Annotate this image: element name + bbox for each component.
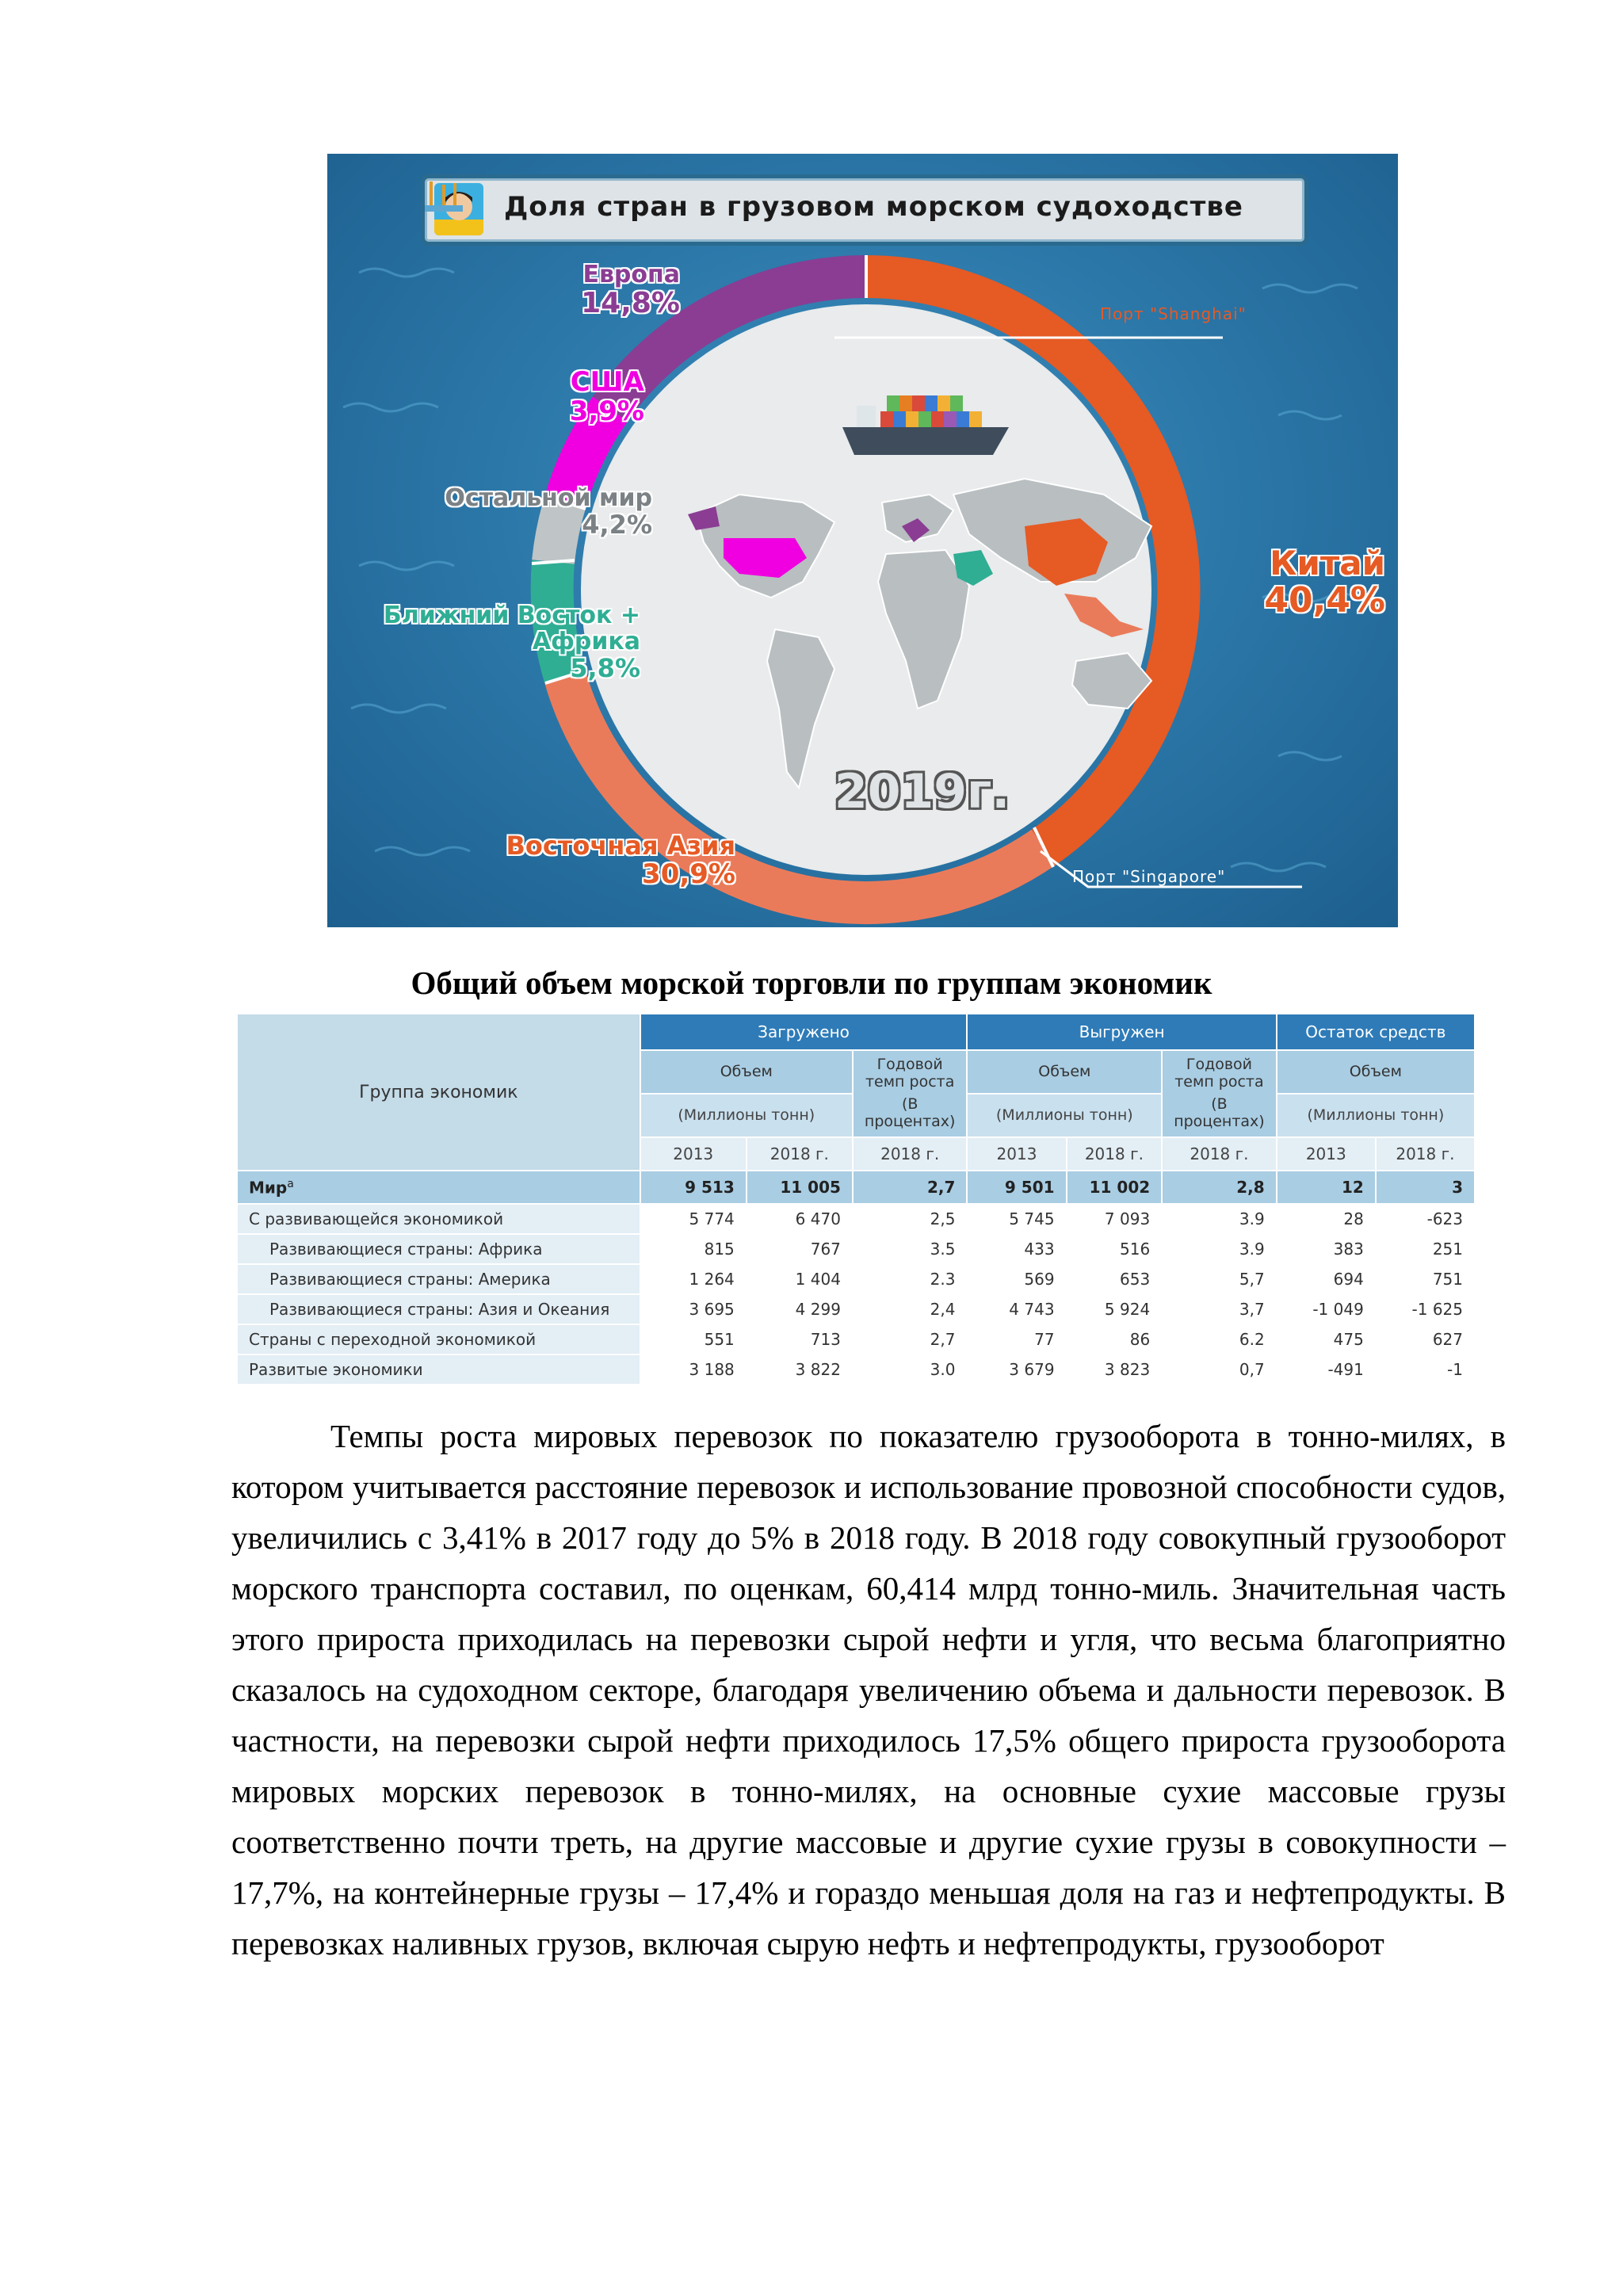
row-name: Мир$^а$	[237, 1171, 640, 1204]
header-growth	[853, 1050, 968, 1137]
cell-value: 3 679	[967, 1354, 1066, 1385]
cell-value: 1 264	[640, 1264, 747, 1294]
cell-value: 6.2	[1162, 1324, 1277, 1354]
cell-value: 3 188	[640, 1354, 747, 1385]
cell-value: 767	[747, 1234, 853, 1264]
header-volume: Объем	[1277, 1050, 1475, 1094]
header-unit: (Миллионы тонн)	[967, 1094, 1162, 1137]
infographic-title-bar	[421, 174, 1308, 246]
row-name: Развивающиеся страны: Африка	[237, 1234, 640, 1264]
table-row	[237, 1294, 1475, 1324]
cell-value: 3.9	[1162, 1234, 1277, 1264]
header-balance: Остаток средств	[1277, 1014, 1475, 1050]
cell-value: 7 093	[1067, 1204, 1163, 1234]
cell-value: -1	[1376, 1354, 1475, 1385]
cell-value: 653	[1067, 1264, 1163, 1294]
cell-value: 3.0	[853, 1354, 968, 1385]
cell-value: 3 823	[1067, 1354, 1163, 1385]
header-growth-label: Годовой темп роста	[1174, 1056, 1264, 1091]
header-loaded: Загружено	[640, 1014, 968, 1050]
cell-value: 9 501	[967, 1171, 1066, 1204]
row-name: Развивающиеся страны: Азия и Океания	[237, 1294, 640, 1324]
header-growth	[1162, 1050, 1277, 1137]
header-year: 2018 г.	[1067, 1137, 1163, 1171]
label-east-asia: Восточная Азия 30,9%	[506, 831, 735, 891]
header-year: 2018 г.	[747, 1137, 853, 1171]
label-rest-of-world: Остальной мир 4,2%	[445, 484, 652, 540]
cell-value: 5 774	[640, 1204, 747, 1234]
cell-value: 0,7	[1162, 1354, 1277, 1385]
header-group: Группа экономик	[237, 1014, 640, 1171]
cell-value: 713	[747, 1324, 853, 1354]
infographic	[327, 154, 1398, 927]
row-name: Страны с переходной экономикой	[237, 1324, 640, 1354]
table-row	[237, 1354, 1475, 1385]
cell-value: 9 513	[640, 1171, 747, 1204]
year-label: 2019г.	[834, 764, 1010, 819]
cell-value: -1 049	[1277, 1294, 1376, 1324]
cell-value: 475	[1277, 1324, 1376, 1354]
row-name: Развивающиеся страны: Америка	[237, 1264, 640, 1294]
cell-value: 86	[1067, 1324, 1163, 1354]
cell-value: 815	[640, 1234, 747, 1264]
trade-table	[236, 1013, 1476, 1385]
cell-value: -623	[1376, 1204, 1475, 1234]
cell-value: 1 404	[747, 1264, 853, 1294]
cell-value: 3.5	[853, 1234, 968, 1264]
header-growth-unit: (В процентах)	[1174, 1095, 1265, 1130]
cell-value: 11 005	[747, 1171, 853, 1204]
cell-value: 3 695	[640, 1294, 747, 1324]
table-row	[237, 1204, 1475, 1234]
cell-value: 627	[1376, 1324, 1475, 1354]
cell-value: 3.9	[1162, 1204, 1277, 1234]
cell-value: 11 002	[1067, 1171, 1163, 1204]
header-year: 2018 г.	[1376, 1137, 1475, 1171]
cell-value: -491	[1277, 1354, 1376, 1385]
header-unloaded: Выгружен	[967, 1014, 1276, 1050]
header-growth-unit: (В процентах)	[864, 1095, 956, 1130]
header-unit: (Миллионы тонн)	[640, 1094, 853, 1137]
cell-value: 2,8	[1162, 1171, 1277, 1204]
cell-value: 433	[967, 1234, 1066, 1264]
ship-cranes-icon	[425, 178, 463, 213]
cell-value: 5 924	[1067, 1294, 1163, 1324]
header-year: 2018 г.	[1162, 1137, 1277, 1171]
header-year: 2013	[1277, 1137, 1376, 1171]
header-unit: (Миллионы тонн)	[1277, 1094, 1475, 1137]
header-year: 2013	[640, 1137, 747, 1171]
cell-value: 4 299	[747, 1294, 853, 1324]
cell-value: 2,7	[853, 1324, 968, 1354]
cell-value: 694	[1277, 1264, 1376, 1294]
port-singapore-label: Порт "Singapore"	[1072, 867, 1226, 886]
header-volume: Объем	[640, 1050, 853, 1094]
table-row	[237, 1264, 1475, 1294]
body-paragraph: Темпы роста мировых перевозок по показателю грузооборота в тонно-милях, в котором учитывается расстояние перевозок и использование провозной способности судов, увеличились с 3,41% в 2017 году до 5% в 2018 году. В 2018 году совокупный грузооборот морского транспорта составил, по оценкам, 60,414 млрд тонно-миль. Значительная часть этого прироста приходилась на перевозки сырой нефти и угля, что весьма благоприятно сказалось на судоходном секторе, благодаря увеличению объема и дальности перевозок. В частности, на перевозки сырой нефти приходилось 17,5% общего прироста грузооборота мировых морских перевозок в тонно-милях, на основные сухие массовые грузы соответственно почти треть, на другие массовые и другие сухие грузы в совокупности – 17,7%, на контейнерные грузы – 17,4% и гораздо меньшая доля на газ и нефтепродукты. В перевозках наливных грузов, включая сырую нефть и нефтепродукты, грузооборот	[231, 1418, 1506, 1962]
cell-value: 2,5	[853, 1204, 968, 1234]
cell-value: 551	[640, 1324, 747, 1354]
cell-value: 2,4	[853, 1294, 968, 1324]
label-china: Китай 40,4%	[1264, 544, 1385, 621]
cell-value: 3,7	[1162, 1294, 1277, 1324]
header-year: 2013	[967, 1137, 1066, 1171]
cell-value: 751	[1376, 1264, 1475, 1294]
cell-value: 5,7	[1162, 1264, 1277, 1294]
infographic-title: Доля стран в грузовом морском судоходстве	[504, 191, 1243, 223]
table-row-world	[237, 1171, 1475, 1204]
cell-value: 516	[1067, 1234, 1163, 1264]
cell-value: 251	[1376, 1234, 1475, 1264]
cell-value: 5 745	[967, 1204, 1066, 1234]
header-growth-label: Годовой темп роста	[865, 1056, 955, 1091]
header-volume: Объем	[967, 1050, 1162, 1094]
cell-value: 383	[1277, 1234, 1376, 1264]
label-europe: Европа 14,8%	[581, 261, 680, 319]
row-name: С развивающейся экономикой	[237, 1204, 640, 1234]
cell-value: 77	[967, 1324, 1066, 1354]
cell-value: 3 822	[747, 1354, 853, 1385]
row-name: Развитые экономики	[237, 1354, 640, 1385]
port-shanghai-label: Порт "Shanghai"	[1100, 304, 1247, 323]
label-middle-east-africa: Ближний Восток + Африка 5,8%	[383, 602, 640, 683]
cell-value: 12	[1277, 1171, 1376, 1204]
cell-value: 2.3	[853, 1264, 968, 1294]
table-caption: Общий объем морской торговли по группам экономик	[411, 965, 1212, 1001]
table-row	[237, 1234, 1475, 1264]
cell-value: 28	[1277, 1204, 1376, 1234]
table-row	[237, 1324, 1475, 1354]
cell-value: 6 470	[747, 1204, 853, 1234]
header-year: 2018 г.	[853, 1137, 968, 1171]
label-usa: США 3,9%	[569, 366, 644, 428]
cell-value: 569	[967, 1264, 1066, 1294]
cell-value: 4 743	[967, 1294, 1066, 1324]
cell-value: 2,7	[853, 1171, 968, 1204]
cell-value: 3	[1376, 1171, 1475, 1204]
cell-value: -1 625	[1376, 1294, 1475, 1324]
